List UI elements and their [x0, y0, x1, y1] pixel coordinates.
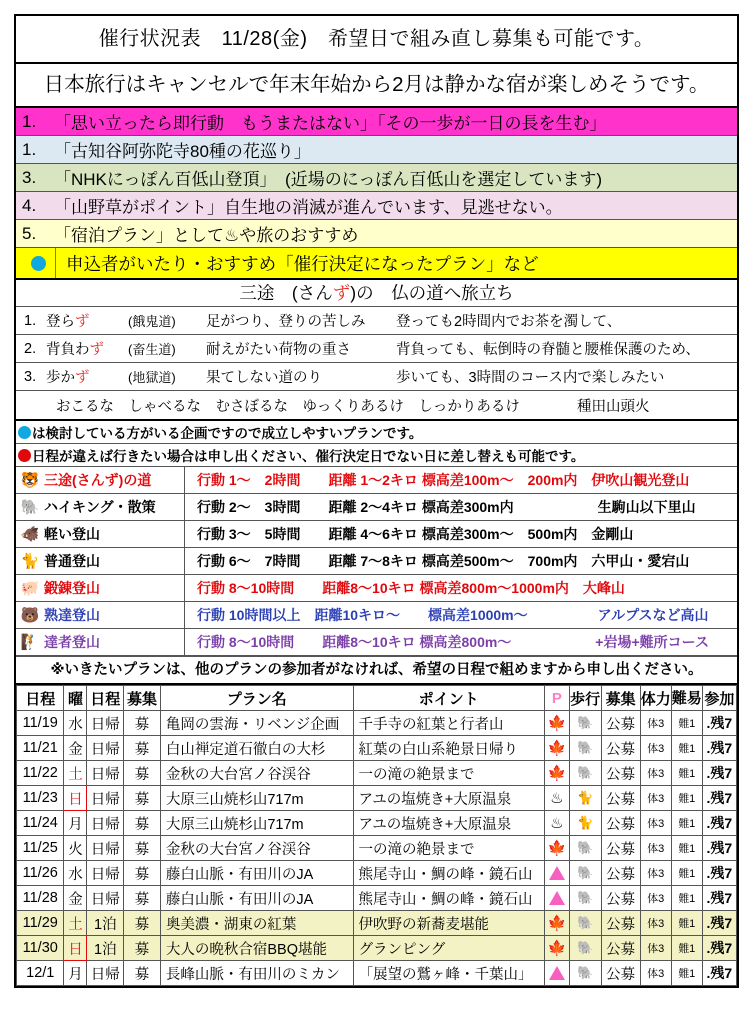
cell-participants: .残7 — [702, 961, 736, 986]
cell-duration: 日帰 — [87, 836, 124, 861]
cell-participants: .残7 — [702, 861, 736, 886]
cell-dow: 金 — [64, 886, 87, 911]
cell-dow: 月 — [64, 961, 87, 986]
cell-duration: 日帰 — [87, 786, 124, 811]
table-row[interactable] — [17, 836, 737, 861]
cell-date: 11/30 — [17, 936, 64, 961]
cell-dow: 土 — [64, 911, 87, 936]
note-red — [16, 444, 737, 467]
sanzu-policy: 歩いても、3時間のコース内で楽しみたい — [396, 370, 665, 386]
cell-boshu: 公募 — [601, 886, 640, 911]
cell-date: 11/25 — [17, 836, 64, 861]
sanzu-row — [16, 307, 737, 335]
cell-date: 11/19 — [17, 711, 64, 736]
cell-date: 11/29 — [17, 911, 64, 936]
cell-point: 千手寺の紅葉と行者山 — [353, 711, 544, 736]
level-detail: 行動 2～ 3時間 距離 2～4キロ 標高差300m内 生駒山以下里山 — [184, 494, 737, 520]
level-row — [16, 602, 737, 629]
sanzu-realm: (餓鬼道) — [128, 314, 176, 329]
cell-recruit: 募 — [124, 861, 161, 886]
maple-leaf-icon: 🍁 — [544, 936, 569, 961]
notice-text: 「山野草がポイント」自生地の消滅が進んでいます、見逃せない。 — [54, 198, 563, 217]
cell-stamina: 体3 — [640, 911, 671, 936]
cell-boshu: 公募 — [601, 836, 640, 861]
col-recruit: 募集 — [124, 686, 161, 711]
sanzu-pain: 足がつり、登りの苦しみ — [206, 314, 366, 330]
note-text: 日程が違えば行きたい場合は申し出ください、催行決定日でない日に差し替えも可能です。 — [32, 449, 585, 464]
elephant-icon: 🐘 — [569, 961, 601, 986]
sanzu-title-a: 三途 (さん — [239, 283, 333, 303]
cell-difficulty: 難1 — [671, 886, 702, 911]
sanzu-title — [16, 280, 737, 307]
level-row — [16, 521, 737, 548]
level-detail: 行動 1～ 2時間 距離 1～2キロ 標高差100m～ 200m内 伊吹山観光登山 — [184, 467, 737, 493]
cell-plan-name: 金秋の大台宮ノ谷渓谷 — [160, 836, 353, 861]
notice-text: 「思い立ったら即行動 もうまたはない」「その一歩が一日の長を生む」 — [54, 114, 607, 133]
level-row — [16, 467, 737, 494]
cell-dow: 水 — [64, 861, 87, 886]
cell-recruit: 募 — [124, 936, 161, 961]
cell-point: 一の滝の絶景まで — [353, 761, 544, 786]
level-row — [16, 629, 737, 656]
hot-spring-icon: ♨ — [544, 811, 569, 836]
cell-duration: 日帰 — [87, 736, 124, 761]
cell-duration: 日帰 — [87, 811, 124, 836]
table-row[interactable] — [17, 911, 737, 936]
cell-plan-name: 大原三山焼杉山717m — [160, 811, 353, 836]
pig-icon: 🐖 — [20, 579, 40, 597]
note-blue — [16, 421, 737, 444]
notice-row — [16, 192, 737, 220]
cell-recruit: 募 — [124, 736, 161, 761]
cell-boshu: 公募 — [601, 711, 640, 736]
cell-difficulty: 難1 — [671, 811, 702, 836]
col-date: 日程 — [17, 686, 64, 711]
level-detail: 行動 10時間以上 距離10キロ～ 標高差1000m～ アルプスなど高山 — [184, 602, 737, 628]
cell-stamina: 体3 — [640, 736, 671, 761]
hot-spring-icon: ♨ — [544, 786, 569, 811]
cell-point: アユの塩焼き+大原温泉 — [353, 811, 544, 836]
cell-plan-name: 白山禅定道石徹白の大杉 — [160, 736, 353, 761]
cell-boshu: 公募 — [601, 736, 640, 761]
cell-difficulty: 難1 — [671, 736, 702, 761]
table-row[interactable] — [17, 936, 737, 961]
sanzu-verb: 登らず — [46, 314, 90, 330]
elephant-icon: 🐘 — [569, 761, 601, 786]
notice-row — [16, 164, 737, 192]
cell-date: 11/21 — [17, 736, 64, 761]
notice-text: 「古知谷阿弥陀寺80種の花巡り」 — [54, 142, 311, 161]
cell-difficulty: 難1 — [671, 786, 702, 811]
level-name: 達者登山 — [44, 634, 100, 650]
cell-point: 伊吹野の新蕎麦堪能 — [353, 911, 544, 936]
cell-recruit: 募 — [124, 911, 161, 936]
elephant-icon: 🐘 — [569, 886, 601, 911]
cell-recruit: 募 — [124, 886, 161, 911]
cell-participants: .残7 — [702, 936, 736, 961]
notice-number: 1. — [22, 139, 37, 159]
cell-point: 一の滝の絶景まで — [353, 836, 544, 861]
maple-leaf-icon: 🍁 — [544, 761, 569, 786]
maple-leaf-icon: 🍁 — [544, 736, 569, 761]
cat-icon: 🐈 — [569, 811, 601, 836]
cell-difficulty: 難1 — [671, 711, 702, 736]
cell-dow: 金 — [64, 736, 87, 761]
level-name: 軽い登山 — [44, 526, 100, 542]
sanzu-realm: (地獄道) — [128, 370, 176, 385]
pink-mountain-icon — [544, 961, 569, 986]
notice-text: 「NHKにっぽん百低山登頂」 (近場のにっぽん百低山を選定しています) — [54, 170, 603, 189]
elephant-icon: 🐘 — [569, 736, 601, 761]
notice-row — [16, 108, 737, 136]
note-text: は検討している方がいる企画ですので成立しやすいプランです。 — [32, 426, 423, 441]
sanzu-realm: (畜生道) — [128, 342, 176, 357]
col-duration: 日程 — [87, 686, 124, 711]
cell-plan-name: 金秋の大台宮ノ谷渓谷 — [160, 761, 353, 786]
sanzu-row — [16, 335, 737, 363]
cell-stamina: 体3 — [640, 861, 671, 886]
cell-point: グランピング — [353, 936, 544, 961]
cell-date: 11/26 — [17, 861, 64, 886]
col-walk: 歩行 — [569, 686, 601, 711]
cat-icon: 🐈 — [569, 786, 601, 811]
sanzu-title-c: )の 仏の道へ旅立ち — [350, 283, 514, 303]
cell-participants: .残7 — [702, 736, 736, 761]
notice-row-confirmed — [16, 248, 737, 280]
cell-plan-name: 大人の晩秋合宿BBQ堪能 — [160, 936, 353, 961]
level-detail: 行動 8～10時間 距離8～10キロ 標高差800m～1000m内 大峰山 — [184, 575, 737, 601]
red-circle-icon — [18, 449, 31, 462]
cell-participants: .残7 — [702, 886, 736, 911]
bear-face-icon: 🐻 — [20, 606, 40, 624]
cell-difficulty: 難1 — [671, 761, 702, 786]
cell-plan-name: 亀岡の雲海・リベンジ企画 — [160, 711, 353, 736]
elephant-icon: 🐘 — [569, 861, 601, 886]
cell-stamina: 体3 — [640, 961, 671, 986]
cell-point: 紅葉の白山系絶景日帰り — [353, 736, 544, 761]
tiger-face-icon: 🐯 — [20, 471, 40, 489]
cell-duration: 日帰 — [87, 861, 124, 886]
cell-boshu: 公募 — [601, 936, 640, 961]
cell-plan-name: 藤白山脈・有田川のJA — [160, 861, 353, 886]
cell-stamina: 体3 — [640, 786, 671, 811]
level-detail: 行動 6～ 7時間 距離 7～8キロ 標高差500m～ 700m内 六甲山・愛宕山 — [184, 548, 737, 574]
cell-duration: 1泊 — [87, 911, 124, 936]
cell-date: 12/1 — [17, 961, 64, 986]
page-subtitle: 日本旅行はキャンセルで年末年始から2月は静かな宿が楽しめそうです。 — [16, 64, 737, 108]
cell-participants: .残7 — [702, 761, 736, 786]
cell-plan-name: 藤白山脈・有田川のJA — [160, 886, 353, 911]
level-note: ※いきたいプランは、他のプランの参加者がなければ、希望の日程で組めますから申し出ください。 — [16, 656, 737, 685]
cell-point: 「展望の鷲ヶ峰・千葉山」 — [353, 961, 544, 986]
cell-difficulty: 難1 — [671, 861, 702, 886]
col-difficulty: 難易 — [671, 686, 702, 711]
schedule-body — [17, 711, 737, 986]
cell-dow: 火 — [64, 836, 87, 861]
schedule-table — [16, 685, 737, 986]
sanzu-row — [16, 363, 737, 391]
cell-recruit: 募 — [124, 761, 161, 786]
level-name: ハイキング・散策 — [44, 499, 156, 515]
cell-stamina: 体3 — [640, 711, 671, 736]
cell-stamina: 体3 — [640, 886, 671, 911]
col-point: ポイント — [353, 686, 544, 711]
cell-plan-name: 奥美濃・湖東の紅葉 — [160, 911, 353, 936]
cell-boshu: 公募 — [601, 786, 640, 811]
table-row[interactable] — [17, 736, 737, 761]
cell-participants: .残7 — [702, 911, 736, 936]
table-row[interactable] — [17, 886, 737, 911]
cell-participants: .残7 — [702, 711, 736, 736]
cell-boshu: 公募 — [601, 961, 640, 986]
sanzu-title-b: ず — [332, 283, 351, 303]
table-row[interactable] — [17, 811, 737, 836]
cell-duration: 1泊 — [87, 936, 124, 961]
cell-difficulty: 難1 — [671, 836, 702, 861]
col-dow: 曜 — [64, 686, 87, 711]
elephant-icon: 🐘 — [569, 711, 601, 736]
sanzu-pain: 果てしない道のり — [206, 370, 322, 386]
cell-duration: 日帰 — [87, 886, 124, 911]
level-name: 普通登山 — [44, 553, 100, 569]
cell-recruit: 募 — [124, 961, 161, 986]
cell-stamina: 体3 — [640, 761, 671, 786]
level-name: 三途(さんず)の道 — [44, 472, 152, 488]
level-row — [16, 548, 737, 575]
notice-number: 5. — [22, 223, 37, 243]
maple-leaf-icon: 🍁 — [544, 711, 569, 736]
level-name: 鍛錬登山 — [44, 580, 100, 596]
climber-icon: 🧗 — [20, 633, 40, 651]
cell-plan-name: 大原三山焼杉山717m — [160, 786, 353, 811]
level-detail: 行動 3～ 5時間 距離 4～6キロ 標高差300m～ 500m内 金剛山 — [184, 521, 737, 547]
level-row — [16, 575, 737, 602]
sanzu-number: 3. — [24, 368, 37, 385]
cell-difficulty: 難1 — [671, 911, 702, 936]
cell-participants: .残7 — [702, 836, 736, 861]
notice-row — [16, 136, 737, 164]
elephant-icon: 🐘 — [20, 498, 40, 516]
sanzu-motto: おこるな しゃべるな むさぼるな ゆっくりあるけ しっかりあるけ — [56, 398, 520, 415]
pink-mountain-icon — [544, 886, 569, 911]
cell-stamina: 体3 — [640, 936, 671, 961]
blue-circle-icon — [16, 248, 56, 278]
maple-leaf-icon: 🍁 — [544, 911, 569, 936]
cell-point: アユの塩焼き+大原温泉 — [353, 786, 544, 811]
sanzu-number: 1. — [24, 312, 37, 329]
col-p: P — [544, 686, 569, 711]
table-row[interactable] — [17, 786, 737, 811]
sanzu-policy: 背負っても、転倒時の脊髄と腰椎保護のため、 — [396, 342, 700, 358]
cell-recruit: 募 — [124, 811, 161, 836]
cell-point: 熊尾寺山・鯛の峰・鏡石山 — [353, 886, 544, 911]
sanzu-verb: 歩かず — [46, 370, 90, 386]
table-row[interactable] — [17, 711, 737, 736]
cell-date: 11/22 — [17, 761, 64, 786]
cell-date: 11/24 — [17, 811, 64, 836]
notice-list — [16, 108, 737, 280]
maple-leaf-icon: 🍁 — [544, 836, 569, 861]
elephant-icon: 🐘 — [569, 836, 601, 861]
notice-row — [16, 220, 737, 248]
sanzu-author: 種田山頭火 — [577, 398, 650, 415]
cell-point: 熊尾寺山・鯛の峰・鏡石山 — [353, 861, 544, 886]
cell-boshu: 公募 — [601, 861, 640, 886]
cell-date: 11/28 — [17, 886, 64, 911]
cell-duration: 日帰 — [87, 961, 124, 986]
cell-dow: 土 — [64, 761, 87, 786]
cell-plan-name: 長峰山脈・有田川のミカン — [160, 961, 353, 986]
page-title: 催行状況表 11/28(金) 希望日で組み直し募集も可能です。 — [16, 16, 737, 64]
elephant-icon: 🐘 — [569, 911, 601, 936]
blue-circle-icon — [18, 426, 31, 439]
pink-mountain-icon — [544, 861, 569, 886]
boar-icon: 🐗 — [20, 525, 40, 543]
cell-dow: 月 — [64, 811, 87, 836]
cell-date: 11/23 — [17, 786, 64, 811]
cell-difficulty: 難1 — [671, 961, 702, 986]
level-table — [16, 467, 737, 685]
table-header-row — [17, 686, 737, 711]
table-row[interactable] — [17, 961, 737, 986]
sanzu-section — [16, 280, 737, 421]
table-row[interactable] — [17, 761, 737, 786]
cell-boshu: 公募 — [601, 761, 640, 786]
level-detail: 行動 8～10時間 距離8～10キロ 標高差800m～ +岩場+難所コース — [184, 629, 737, 655]
cell-participants: .残7 — [702, 811, 736, 836]
level-name: 熟達登山 — [44, 607, 100, 623]
sanzu-number: 2. — [24, 340, 37, 357]
sanzu-policy: 登っても2時間内でお茶を濁して、 — [396, 314, 622, 330]
cell-recruit: 募 — [124, 711, 161, 736]
col-boshu: 募集 — [601, 686, 640, 711]
cell-dow: 日 — [64, 936, 87, 961]
note-list — [16, 421, 737, 467]
cell-recruit: 募 — [124, 836, 161, 861]
document-frame — [14, 14, 739, 988]
cell-boshu: 公募 — [601, 811, 640, 836]
elephant-icon: 🐘 — [569, 936, 601, 961]
cell-stamina: 体3 — [640, 811, 671, 836]
notice-text: 申込者がいたり・おすすめ「催行決定になったプラン」など — [66, 253, 539, 274]
cell-recruit: 募 — [124, 786, 161, 811]
col-stamina: 体力 — [640, 686, 671, 711]
cell-duration: 日帰 — [87, 761, 124, 786]
cell-dow: 日 — [64, 786, 87, 811]
table-row[interactable] — [17, 861, 737, 886]
sanzu-verb: 背負わず — [46, 342, 104, 358]
cell-boshu: 公募 — [601, 911, 640, 936]
cat-icon: 🐈 — [20, 552, 40, 570]
level-row — [16, 494, 737, 521]
cell-difficulty: 難1 — [671, 936, 702, 961]
cell-stamina: 体3 — [640, 836, 671, 861]
notice-text: 「宿泊プラン」として♨や旅のおすすめ — [54, 226, 359, 245]
cell-duration: 日帰 — [87, 711, 124, 736]
notice-number: 4. — [22, 195, 37, 215]
sanzu-pain: 耐えがたい荷物の重さ — [206, 342, 351, 358]
cell-participants: .残7 — [702, 786, 736, 811]
col-plan-name: プラン名 — [160, 686, 353, 711]
notice-number: 1. — [22, 111, 37, 131]
col-participants: 参加 — [702, 686, 736, 711]
sanzu-footer — [16, 391, 737, 421]
notice-number: 3. — [22, 167, 37, 187]
cell-dow: 水 — [64, 711, 87, 736]
